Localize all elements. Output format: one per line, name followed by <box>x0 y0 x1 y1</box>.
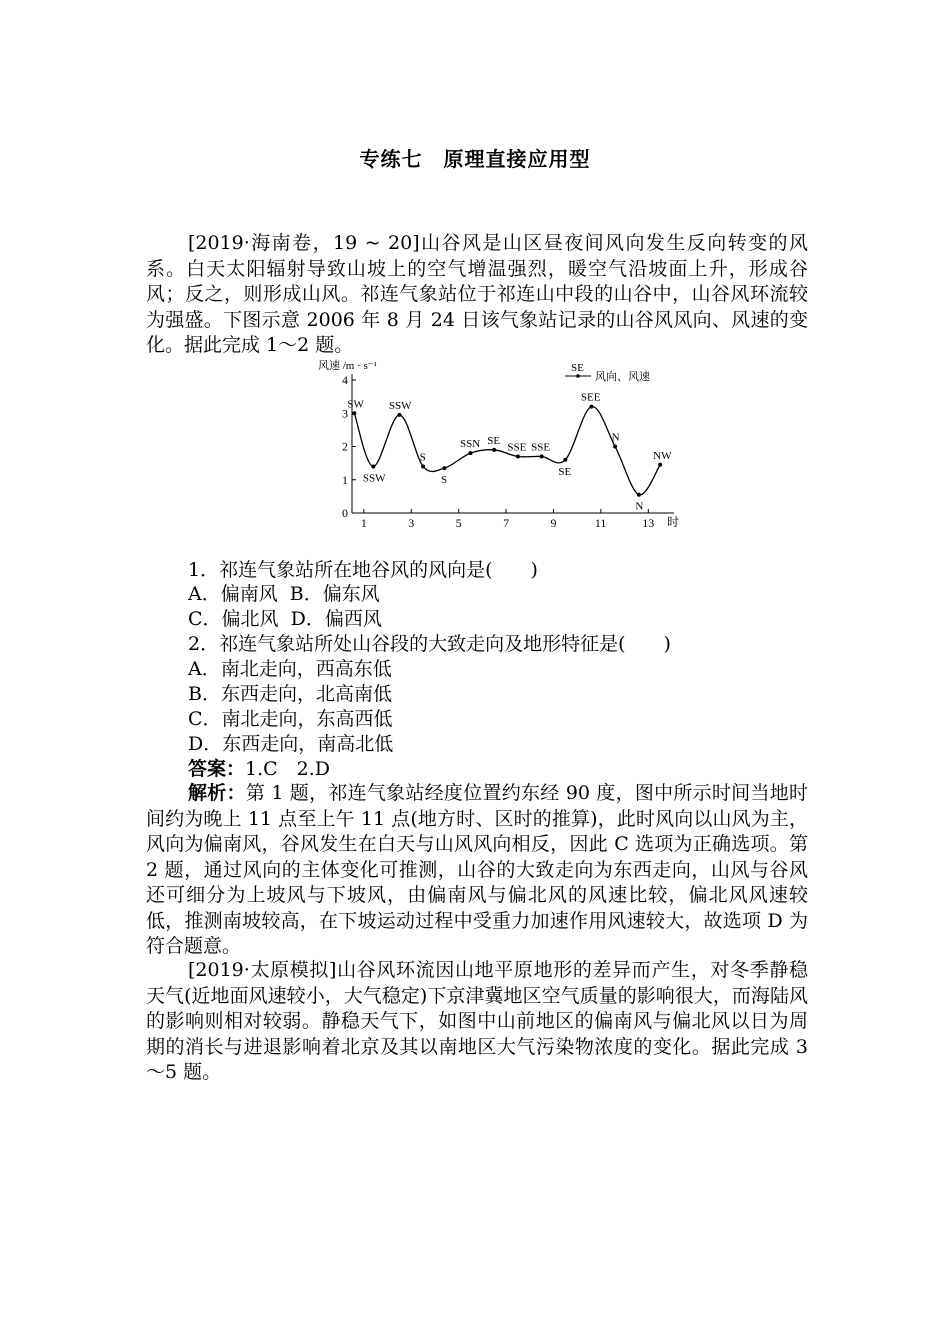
data-point <box>442 466 446 470</box>
wind-direction-label: N <box>611 431 620 444</box>
wind-chart <box>315 358 680 530</box>
legend-marker <box>576 374 580 378</box>
data-point <box>516 454 520 458</box>
data-point <box>352 411 356 415</box>
wind-direction-label: SW <box>347 398 364 411</box>
data-point <box>540 454 544 458</box>
legend-sample: SE <box>571 362 584 374</box>
wind-direction-label: SSN <box>460 438 481 451</box>
chart-ticks <box>342 373 654 530</box>
data-point <box>658 463 662 467</box>
wind-direction-label: SE <box>487 434 501 447</box>
x-axis-unit: 时 <box>667 515 680 529</box>
data-point <box>492 448 496 452</box>
x-tick-label: 7 <box>503 516 510 530</box>
intro-paragraph-1: [2019·海南卷，19 ~ 20]山谷风是山区昼夜间风向发生反向转变的风系。白天太阳辐射导致山坡上的空气增温强烈，暖空气沿坡面上升，形成谷风；反之，则形成山风。祁连气象站位于祁连山中段的山谷中，山谷风环流较为强盛。下图示意 2006 年 8 月 24 日该气象站记录的山谷风风向、风速的变化。据此完成 1～2 题。 <box>146 232 808 356</box>
y-tick-label: 1 <box>342 472 348 487</box>
wind-direction-label: S <box>440 474 448 487</box>
wind-direction-label: SE <box>558 465 572 478</box>
question-2: 2．祁连气象站所处山谷段的大致走向及地形特征是( ) <box>188 633 671 655</box>
q2-option-a: A．南北走向，西高东低 <box>188 658 392 680</box>
data-point <box>469 451 473 455</box>
y-tick-label: 3 <box>342 406 348 421</box>
intro-paragraph-2: [2019·太原模拟]山谷风环流因山地平原地形的差异而产生，对冬季静稳天气(近地面风速较小，大气稳定)下京津冀地区空气质量的影响很大，而海陆风的影响则相对较弱。静稳天气下，如图中山前地区的偏南风与偏北风以日为周期的消长与进退影响着北京及其以南地区大气污染物浓度的变化。据此完成 3～5 题。 <box>146 959 808 1083</box>
x-tick-label: 5 <box>455 516 462 530</box>
x-tick-label: 3 <box>408 516 415 530</box>
data-point <box>421 464 425 468</box>
analysis-text: 第 1 题，祁连气象站经度位置约东经 90 度，图中所示时间当地时间约为晚上 11 点至上午 11 点(地方时、区时的推算)，此时风向以山风为主，风向为偏南风，谷风发生在白天与山风风向相反，因此 C 选项为正确选项。第 2 题，通过风向的主体变化可推测，山谷的大致走向为东西走向，山风与谷风还可细分为上坡风与下坡风，由偏南风与偏北风的风速比较，偏北风风速较低，推测南坡较高，在下坡运动过程中受重力加速作用风速较大，故选项 D 为符合题意。 <box>146 782 808 957</box>
q2-option-b: B．东西走向，北高南低 <box>188 683 392 705</box>
x-tick-label: 9 <box>550 516 557 530</box>
wind-direction-label: S <box>419 451 426 464</box>
q1-options-row-2: C．偏北风 D．偏西风 <box>188 608 382 630</box>
y-tick-label: 4 <box>342 373 348 387</box>
question-1: 1．祁连气象站所在地谷风的风向是( ) <box>188 559 538 581</box>
wind-direction-label: N <box>635 500 644 513</box>
wind-direction-label: SSE <box>507 441 527 454</box>
q1-options-row-1: A．偏南风 B．偏东风 <box>188 583 380 605</box>
analysis-label: 解析： <box>188 782 246 804</box>
answer-label: 答案： <box>188 758 246 780</box>
y-axis-label: 风速 /m · s⁻¹ <box>318 360 377 372</box>
y-tick-label: 0 <box>342 506 348 520</box>
data-point <box>613 445 617 449</box>
data-point <box>589 405 593 409</box>
wind-direction-label: SSW <box>388 399 412 412</box>
x-tick-label: 1 <box>360 516 367 530</box>
data-point <box>371 464 375 468</box>
chart-points <box>347 392 672 513</box>
y-tick-label: 2 <box>342 439 348 454</box>
q2-option-d: D．东西走向，南高北低 <box>188 733 394 755</box>
x-tick-label: 13 <box>642 516 655 530</box>
data-point <box>397 413 401 417</box>
analysis-paragraph <box>146 781 808 960</box>
answer-text: 1.C 2.D <box>245 758 331 780</box>
q2-option-c: C．南北走向，东高西低 <box>188 708 393 730</box>
data-point <box>563 458 567 462</box>
legend-label: 风向、风速 <box>595 371 650 383</box>
answer-line <box>188 757 330 782</box>
wind-direction-label: SEE <box>580 391 601 404</box>
data-point <box>637 493 641 497</box>
wind-direction-label: SSW <box>362 472 386 485</box>
wind-direction-label: SSE <box>531 441 551 454</box>
page-title: 专练七 原理直接应用型 <box>359 147 591 171</box>
x-tick-label: 11 <box>594 516 607 530</box>
wind-direction-label: NW <box>653 449 672 462</box>
